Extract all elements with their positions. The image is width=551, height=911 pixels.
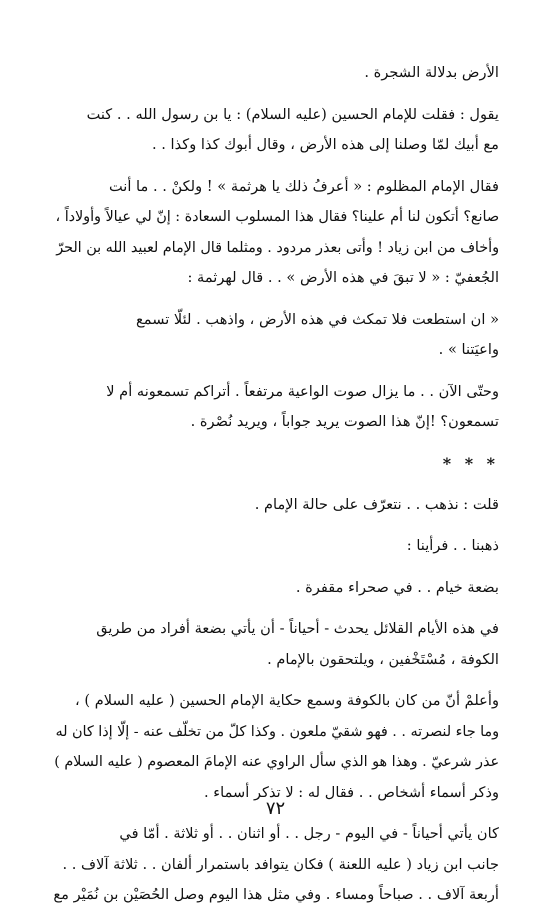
text-line: صانع؟ أتكون لنا أم علينا؟ فقال هذا المسلوب السعادة : إنّ لي عيالاً وأولاداً ، — [55, 209, 499, 225]
paragraph-gap — [52, 603, 499, 614]
paragraph — [52, 377, 499, 438]
text-line: في هذه الأيام القلائل يحدث - أحياناً - أن يأتي بضعة أفراد من طريق — [96, 620, 499, 637]
paragraph-gap — [52, 294, 499, 305]
text-line: وما جاء لنصرته . . فهو شقيّ ملعون . وكذا كلّ من تخلّف عنه - إلّا إذا كان له — [55, 723, 499, 740]
paragraph — [52, 100, 499, 161]
paragraph — [52, 531, 499, 562]
paragraph — [52, 305, 499, 366]
text-line: يقول : فقلت للإمام الحسين (عليه السلام) : يا بن رسول الله . . كنت — [86, 105, 499, 123]
paragraph-gap — [52, 675, 499, 686]
section-separator: * * * — [442, 453, 499, 473]
page-number: ٧٢ — [265, 798, 286, 819]
text-line: وحتّى الآن . . ما يزال صوت الواعية مرتفعاً . أتراكم تسمعونه أم لا — [106, 382, 499, 400]
paragraph — [52, 819, 499, 911]
paragraph-gap — [52, 520, 499, 531]
page-body — [52, 58, 499, 911]
paragraph — [52, 686, 499, 808]
paragraph — [52, 490, 499, 521]
paragraph-gap — [52, 366, 499, 377]
text-line: تسمعون؟ !إنّ هذا الصوت يريد جواباً ، ويريد نُصْرة . — [190, 413, 499, 430]
text-line: ذهبنا . . فرأينا : — [406, 537, 499, 554]
text-line: وأعلمْ أنّ من كان بالكوفة وسمع حكاية الإمام الحسين ( عليه السلام ) ، — [75, 692, 499, 709]
text-line: قلت : نذهب . . نتعرّف على حالة الإمام . — [254, 495, 499, 513]
text-line: وذكر أسماء أشخاص . . فقال له : لا تذكر أسماء . — [204, 783, 499, 801]
text-line: وأخاف من ابن زياد ! وأتى بعذر مردود . ومثلما قال الإمام لعبيد الله بن الحرّ — [56, 239, 499, 256]
paragraph-gap — [52, 89, 499, 100]
text-line: بضعة خيام . . في صحراء مقفرة . — [295, 578, 499, 596]
text-line: مع أبيك لمّا وصلنا إلى هذه الأرض ، وقال أبوك كذا وكذا . . — [151, 136, 499, 153]
paragraph — [52, 58, 499, 89]
text-line: عذر شرعيّ . وهذا هو الذي سأل الراوي عنه الإمامَ المعصوم ( عليه السلام ) — [54, 754, 499, 770]
paragraph — [52, 573, 499, 604]
text-line: الكوفة ، مُسْتَخْفين ، ويلتحقون بالإمام . — [267, 650, 499, 668]
text-line: الجُعفيّ : « لا تبقَ في هذه الأرض » . . قال لهرثمة : — [187, 269, 499, 286]
text-line: « ان استطعت فلا تمكث في هذه الأرض ، واذهب . لئلّا تسمع — [136, 310, 499, 328]
paragraph-gap — [52, 438, 499, 449]
text-line: فقال الإمام المظلوم : « أعرفُ ذلك يا هرثمة » ! ولكنْ . . ما أنت — [108, 177, 499, 195]
text-line: كان يأتي أحياناً - في اليوم - رجل . . أو اثنان . . أو ثلاثة . أمّا في — [119, 825, 499, 842]
paragraph — [52, 172, 499, 294]
paragraph-gap — [52, 161, 499, 172]
paragraph-gap — [52, 479, 499, 490]
paragraph — [52, 614, 499, 675]
text-line: الأرض بدلالة الشجرة . — [364, 64, 499, 81]
text-line: أربعة آلاف . . صباحاً ومساء . وفي مثل هذا اليوم وصل الحُصَيْن بن نُمَيْر مع — [53, 886, 499, 903]
paragraph-gap — [52, 562, 499, 573]
text-line: واعيَتنا » . — [438, 341, 499, 358]
text-line: جانب ابن زياد ( عليه اللعنة ) فكان يتوافد باستمرار ألفان . . ثلاثة آلاف . . — [62, 855, 499, 873]
